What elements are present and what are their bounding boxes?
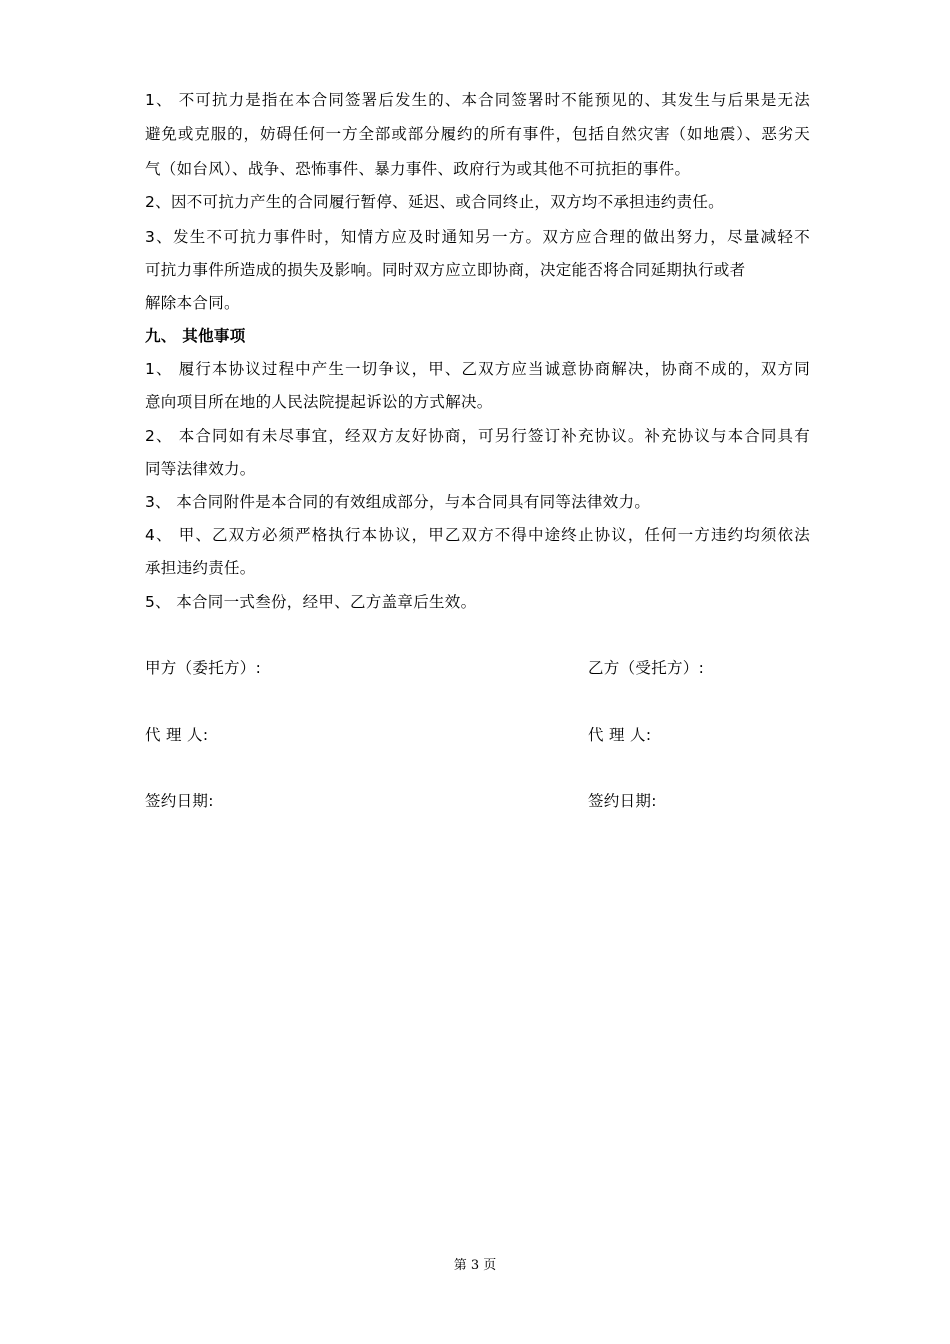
clause9-item2-line2: 同等法律效力。 xyxy=(145,460,256,478)
clause8-item3-line2: 可抗力事件所造成的损失及影响。同时双方应立即协商，决定能否将合同延期执行或者 xyxy=(145,261,746,279)
section-heading: 九、 其他事项 xyxy=(145,327,246,345)
clause9-item4-line2: 承担违约责任。 xyxy=(145,559,256,577)
party-b-label: 乙方（受托方）: xyxy=(588,659,705,677)
clause8-item1-line2: 避免或克服的，妨碍任何一方全部或部分履约的所有事件，包括自然灾害（如地震）、恶劣天 xyxy=(145,125,810,143)
party-a-date: 签约日期: xyxy=(145,792,214,810)
clause9-item1-line2: 意向项目所在地的人民法院提起诉讼的方式解决。 xyxy=(145,393,493,411)
page-number: 第 3 页 xyxy=(453,1258,497,1273)
clause8-item1-line1: 1、 不可抗力是指在本合同签署后发生的、本合同签署时不能预见的、其发生与后果是无法 xyxy=(145,91,810,109)
party-a-agent: 代 理 人: xyxy=(145,726,209,744)
party-a-label: 甲方（委托方）: xyxy=(145,659,262,677)
clause9-item4-line1: 4、 甲、乙双方必须严格执行本协议，甲乙双方不得中途终止协议，任何一方违约均须依法 xyxy=(145,526,810,544)
clause9-item2-line1: 2、 本合同如有未尽事宜，经双方友好协商，可另行签订补充协议。补充协议与本合同具有 xyxy=(145,427,810,445)
clause8-item1-line3: 气（如台风）、战争、恐怖事件、暴力事件、政府行为或其他不可抗拒的事件。 xyxy=(145,160,691,178)
clause9-item1-line1: 1、 履行本协议过程中产生一切争议，甲、乙双方应当诚意协商解决，协商不成的，双方同 xyxy=(145,360,810,378)
clause9-item3-line1: 3、 本合同附件是本合同的有效组成部分，与本合同具有同等法律效力。 xyxy=(145,493,651,511)
party-b-date: 签约日期: xyxy=(588,792,657,810)
party-b-agent: 代 理 人: xyxy=(588,726,652,744)
clause9-item5-line1: 5、 本合同一式叁份，经甲、乙方盖章后生效。 xyxy=(145,593,477,611)
clause8-item3-line3: 解除本合同。 xyxy=(145,294,240,312)
clause8-item3-line1: 3、发生不可抗力事件时，知情方应及时通知另一方。双方应合理的做出努力，尽量减轻不 xyxy=(145,228,810,246)
clause8-item2-line1: 2、因不可抗力产生的合同履行暂停、延迟、或合同终止，双方均不承担违约责任。 xyxy=(145,193,724,211)
